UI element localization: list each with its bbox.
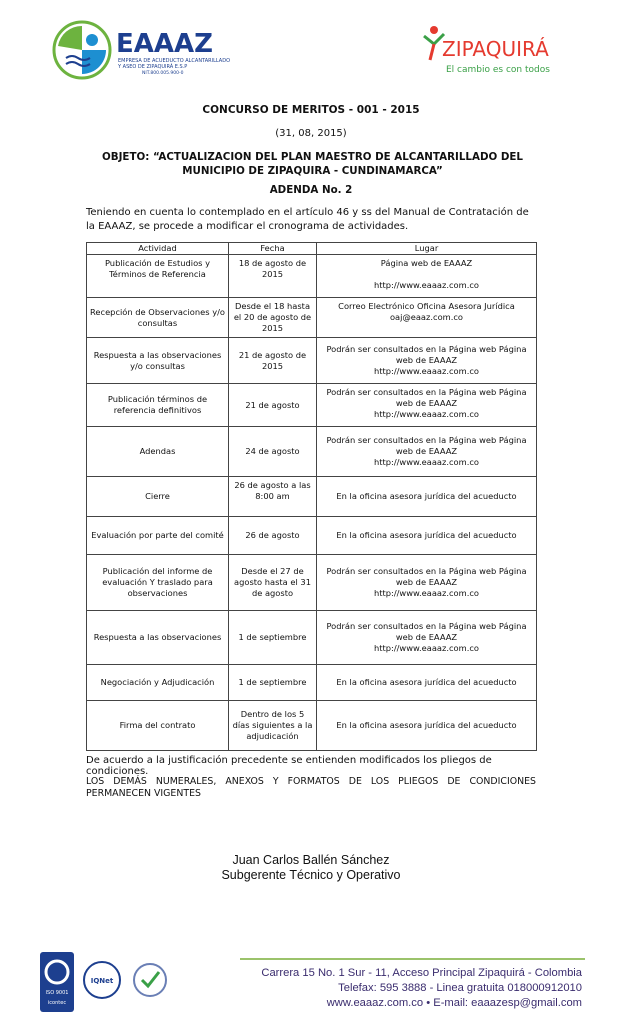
cell-lugar [317, 298, 537, 338]
lugar-line2: http://www.eaaaz.com.co [374, 280, 479, 290]
objeto-heading: OBJETO: “ACTUALIZACION DEL PLAN MAESTRO DE ALCANTARILLADO DEL MUNICIPIO DE ZIPAQUIRA - CUNDINAMARCA” [102, 151, 523, 177]
table-row [87, 255, 537, 298]
footer-web-email: www.eaaaz.com.co • E-mail: eaaazesp@gmail.com [326, 997, 582, 1009]
cell-lugar [317, 611, 537, 665]
cell-lugar [317, 255, 537, 298]
cell-actividad: Cierre [87, 477, 229, 517]
table-header-row [87, 243, 537, 255]
cell-fecha: 18 de agosto de 2015 [229, 255, 317, 298]
schedule-table [86, 242, 537, 751]
lugar-line2: http://www.eaaaz.com.co [374, 366, 479, 376]
cell-actividad: Firma del contrato [87, 701, 229, 751]
vigentes-paragraph: LOS DEMÁS NUMERALES, ANEXOS Y FORMATOS DE LOS PLIEGOS DE CONDICIONES PERMANECEN VIGENTES [86, 776, 536, 799]
lugar-line1: Podrán ser consultados en la Página web Página web de EAAAZ [326, 566, 527, 587]
cell-fecha: 21 de agosto [229, 384, 317, 427]
cell-fecha: 26 de agosto a las 8:00 am [229, 477, 317, 517]
cell-fecha: 24 de agosto [229, 427, 317, 477]
signatory-title: Subgerente Técnico y Operativo [221, 868, 401, 882]
cell-lugar [317, 517, 537, 555]
cell-lugar [317, 477, 537, 517]
lugar-line1: Podrán ser consultados en la Página web Página web de EAAAZ [326, 621, 527, 642]
lugar-line1: En la oficina asesora jurídica del acueducto [336, 530, 517, 540]
eaaaz-nit: NIT.800.005.900-0 [142, 71, 184, 76]
cell-fecha: Desde el 27 de agosto hasta el 31 de agosto [229, 555, 317, 611]
table-row [87, 555, 537, 611]
cell-fecha: 1 de septiembre [229, 665, 317, 701]
cell-actividad: Respuesta a las observaciones [87, 611, 229, 665]
lugar-line1: Podrán ser consultados en la Página web Página web de EAAAZ [326, 387, 527, 408]
cell-lugar [317, 427, 537, 477]
lugar-line1: Podrán ser consultados en la Página web Página web de EAAAZ [326, 344, 527, 365]
document-date: (31, 08, 2015) [275, 128, 347, 139]
table-row [87, 477, 537, 517]
cert-icontec-text: icontec [47, 1000, 67, 1006]
table-row [87, 517, 537, 555]
lugar-line1: En la oficina asesora jurídica del acueducto [336, 720, 517, 730]
table-row [87, 665, 537, 701]
adenda-heading: ADENDA No. 2 [269, 184, 353, 196]
lugar-line1: Página web de EAAAZ [380, 258, 473, 268]
cell-actividad: Publicación de Estudios y Términos de Referencia [87, 255, 229, 298]
certification-logos [38, 950, 178, 1016]
cell-lugar [317, 338, 537, 384]
eaaaz-logo-text: EAAAZ [116, 29, 213, 59]
lugar-line2: http://www.eaaaz.com.co [374, 643, 479, 653]
lugar-line1: En la oficina asesora jurídica del acueducto [336, 491, 517, 501]
zipaquira-slogan: El cambio es con todos [446, 65, 550, 75]
zipaquira-logo [420, 22, 560, 78]
cell-lugar [317, 555, 537, 611]
eaaaz-sub2: Y ASEO DE ZIPAQUIRÁ E.S.P [118, 64, 188, 70]
lugar-line2: http://www.eaaaz.com.co [374, 588, 479, 598]
intro-paragraph: Teniendo en cuenta lo contemplado en el artículo 46 y ss del Manual de Contratación de la EAAAZ, se procede a modificar el cronograma de actividades. [86, 207, 529, 232]
footer-contact [260, 966, 582, 1011]
table-row [87, 338, 537, 384]
lugar-line2: http://www.eaaaz.com.co [374, 457, 479, 467]
header-fecha: Fecha [229, 243, 317, 255]
cell-actividad: Evaluación por parte del comité [87, 517, 229, 555]
footer-address: Carrera 15 No. 1 Sur - 11, Acceso Principal Zipaquirá - Colombia [261, 967, 582, 979]
cell-lugar [317, 665, 537, 701]
lugar-line1: Correo Electrónico Oficina Asesora Jurídica oaj@eaaz.com.co [338, 301, 515, 322]
cell-lugar [317, 701, 537, 751]
table-row [87, 427, 537, 477]
signatory-name: Juan Carlos Ballén Sánchez [232, 853, 390, 867]
concurso-title: CONCURSO DE MERITOS - 001 - 2015 [202, 104, 420, 116]
header-lugar: Lugar [317, 243, 537, 255]
cell-actividad: Publicación términos de referencia definitivos [87, 384, 229, 427]
lugar-line1: En la oficina asesora jurídica del acueducto [336, 677, 517, 687]
header-actividad: Actividad [87, 243, 229, 255]
cert-iso-text: ISO 9001 [45, 990, 69, 996]
justification-paragraph: De acuerdo a la justificación precedente se entienden modificados los pliegos de condiciones. [86, 755, 492, 777]
table-row [87, 611, 537, 665]
eaaaz-logo [52, 18, 232, 82]
footer-divider [240, 958, 585, 960]
cell-fecha: 21 de agosto de 2015 [229, 338, 317, 384]
cell-fecha: 26 de agosto [229, 517, 317, 555]
cell-fecha: Dentro de los 5 días siguientes a la adjudicación [229, 701, 317, 751]
zipaquira-logo-text: ZIPAQUIRÁ [442, 37, 549, 61]
lugar-line1: Podrán ser consultados en la Página web Página web de EAAAZ [326, 435, 527, 456]
cell-fecha: Desde el 18 hasta el 20 de agosto de 2015 [229, 298, 317, 338]
cell-actividad: Recepción de Observaciones y/o consultas [87, 298, 229, 338]
cell-actividad: Publicación del informe de evaluación Y traslado para observaciones [87, 555, 229, 611]
cert-iqnet-text: IQNet [90, 977, 114, 985]
eaaaz-sub1: EMPRESA DE ACUEDUCTO ALCANTARILLADO [118, 58, 231, 64]
table-row [87, 298, 537, 338]
cell-lugar [317, 384, 537, 427]
cell-fecha: 1 de septiembre [229, 611, 317, 665]
cell-actividad: Adendas [87, 427, 229, 477]
lugar-line2: http://www.eaaaz.com.co [374, 409, 479, 419]
footer-phone: Telefax: 595 3888 - Linea gratuita 018000912010 [338, 982, 582, 994]
cell-actividad: Negociación y Adjudicación [87, 665, 229, 701]
table-row [87, 701, 537, 751]
table-row [87, 384, 537, 427]
cell-actividad: Respuesta a las observaciones y/o consultas [87, 338, 229, 384]
